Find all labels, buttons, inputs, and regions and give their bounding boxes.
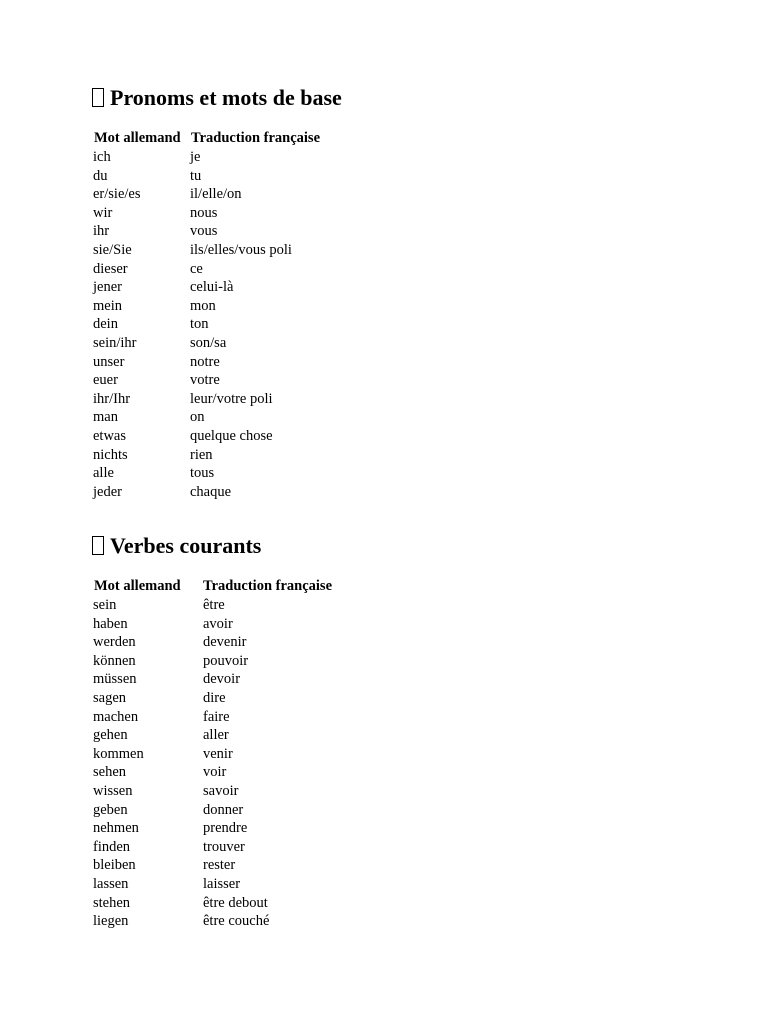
german-word-cell: kommen xyxy=(93,745,144,762)
french-translation-cell: ce xyxy=(190,260,203,277)
table-row xyxy=(91,353,322,372)
table-row xyxy=(91,278,322,297)
german-word-cell: dein xyxy=(93,316,118,333)
french-translation-cell: être couché xyxy=(203,913,270,930)
french-translation-cell: donner xyxy=(203,801,244,818)
table-row xyxy=(91,633,334,652)
table-row xyxy=(91,148,322,167)
german-word-cell: nehmen xyxy=(93,820,139,837)
table-row xyxy=(91,483,322,502)
german-word-cell: gehen xyxy=(93,727,128,744)
german-word-cell: geben xyxy=(93,801,128,818)
french-translation-cell: je xyxy=(190,149,201,165)
table-row xyxy=(91,670,334,689)
german-word-cell: ihr xyxy=(93,223,110,240)
german-word-cell: wir xyxy=(93,204,113,221)
french-translation-cell: voir xyxy=(203,764,227,781)
french-translation-cell: vous xyxy=(190,223,218,240)
table-row xyxy=(91,446,322,465)
table-row xyxy=(91,726,334,745)
german-word-cell: liegen xyxy=(93,913,129,930)
vocab-table-verbs xyxy=(91,576,334,931)
table-row xyxy=(91,875,334,894)
french-translation-cell: quelque chose xyxy=(190,427,273,444)
german-word-cell: du xyxy=(93,167,108,184)
german-word-cell: jeder xyxy=(93,483,122,500)
section-title-text: Pronoms et mots de base xyxy=(110,85,342,110)
french-translation-cell: savoir xyxy=(203,782,239,799)
table-row xyxy=(91,371,322,390)
german-word-cell: man xyxy=(93,409,118,426)
german-word-cell: können xyxy=(93,652,136,669)
table-row xyxy=(91,652,334,671)
table-row xyxy=(91,315,322,334)
table-row xyxy=(91,390,322,409)
table-row xyxy=(91,334,322,353)
table-row xyxy=(91,689,334,708)
french-translation-cell: être debout xyxy=(203,894,268,911)
table-header-row xyxy=(91,128,322,148)
german-word-cell: mein xyxy=(93,297,122,314)
french-translation-cell: faire xyxy=(203,708,230,725)
french-translation-cell: son/sa xyxy=(190,334,227,351)
french-translation-cell: aller xyxy=(203,727,229,744)
german-word-cell: lassen xyxy=(93,875,129,892)
french-translation-cell: chaque xyxy=(190,483,232,500)
french-translation-cell: dire xyxy=(203,689,226,706)
german-word-cell: nichts xyxy=(93,446,128,463)
german-word-cell: bleiben xyxy=(93,857,136,874)
french-translation-cell: il/elle/on xyxy=(190,186,242,203)
table-row xyxy=(91,819,334,838)
section-title-text: Verbes courants xyxy=(110,533,262,558)
german-word-cell: machen xyxy=(93,708,139,725)
german-word-cell: sein/ihr xyxy=(93,334,137,351)
french-translation-cell: ils/elles/vous poli xyxy=(190,241,292,258)
table-row xyxy=(91,912,334,931)
german-word-cell: jener xyxy=(93,279,122,296)
german-word-cell: etwas xyxy=(93,427,127,444)
german-word-cell: stehen xyxy=(93,894,131,911)
german-word-cell: sie/Sie xyxy=(93,241,132,258)
french-translation-cell: nous xyxy=(190,204,218,221)
missing-glyph-icon xyxy=(92,536,104,555)
column-header-french: Traduction française xyxy=(191,130,321,146)
missing-glyph-icon xyxy=(92,88,104,107)
vocab-table-pronouns xyxy=(91,128,322,501)
table-row xyxy=(91,763,334,782)
german-word-cell: euer xyxy=(93,372,118,389)
french-translation-cell: laisser xyxy=(203,875,241,892)
section-title-verbs xyxy=(92,533,261,559)
table-row xyxy=(91,241,322,260)
table-row xyxy=(91,856,334,875)
table-row xyxy=(91,167,322,186)
table-row xyxy=(91,297,322,316)
french-translation-cell: tous xyxy=(190,465,215,482)
german-word-cell: alle xyxy=(93,465,114,482)
german-word-cell: sein xyxy=(93,597,117,613)
table-row xyxy=(91,782,334,801)
table-row xyxy=(91,204,322,223)
german-word-cell: er/sie/es xyxy=(93,186,141,203)
table-row xyxy=(91,596,334,615)
french-translation-cell: rester xyxy=(203,857,236,874)
table-row xyxy=(91,708,334,727)
german-word-cell: wissen xyxy=(93,782,133,799)
column-header-german: Mot allemand xyxy=(94,130,181,146)
table-row xyxy=(91,745,334,764)
table-row xyxy=(91,260,322,279)
german-word-cell: werden xyxy=(93,634,136,651)
german-word-cell: haben xyxy=(93,615,128,632)
table-row xyxy=(91,615,334,634)
table-row xyxy=(91,185,322,204)
section-title-pronouns xyxy=(92,85,342,111)
german-word-cell: finden xyxy=(93,838,131,855)
french-translation-cell: pouvoir xyxy=(203,652,249,669)
table-row xyxy=(91,222,322,241)
table-row xyxy=(91,464,322,483)
table-row xyxy=(91,894,334,913)
french-translation-cell: celui-là xyxy=(190,279,234,296)
french-translation-cell: prendre xyxy=(203,820,248,837)
german-word-cell: sehen xyxy=(93,764,127,781)
french-translation-cell: rien xyxy=(190,446,213,463)
french-translation-cell: avoir xyxy=(203,615,233,632)
french-translation-cell: mon xyxy=(190,297,216,314)
german-word-cell: ihr/Ihr xyxy=(93,390,131,407)
german-word-cell: sagen xyxy=(93,689,127,706)
french-translation-cell: votre xyxy=(190,372,220,389)
german-word-cell: dieser xyxy=(93,260,128,277)
column-header-french: Traduction française xyxy=(203,578,333,594)
french-translation-cell: notre xyxy=(190,353,220,370)
french-translation-cell: tu xyxy=(190,167,202,184)
french-translation-cell: être xyxy=(203,597,225,613)
table-header-row xyxy=(91,576,334,596)
french-translation-cell: venir xyxy=(203,745,233,762)
table-row xyxy=(91,838,334,857)
german-word-cell: müssen xyxy=(93,671,137,688)
german-word-cell: unser xyxy=(93,353,125,370)
french-translation-cell: devoir xyxy=(203,671,241,688)
french-translation-cell: on xyxy=(190,409,205,426)
french-translation-cell: leur/votre poli xyxy=(190,390,273,407)
table-row xyxy=(91,408,322,427)
french-translation-cell: ton xyxy=(190,316,209,333)
column-header-german: Mot allemand xyxy=(94,578,181,594)
french-translation-cell: devenir xyxy=(203,634,247,651)
french-translation-cell: trouver xyxy=(203,838,245,855)
german-word-cell: ich xyxy=(93,149,111,165)
table-row xyxy=(91,427,322,446)
table-row xyxy=(91,801,334,820)
